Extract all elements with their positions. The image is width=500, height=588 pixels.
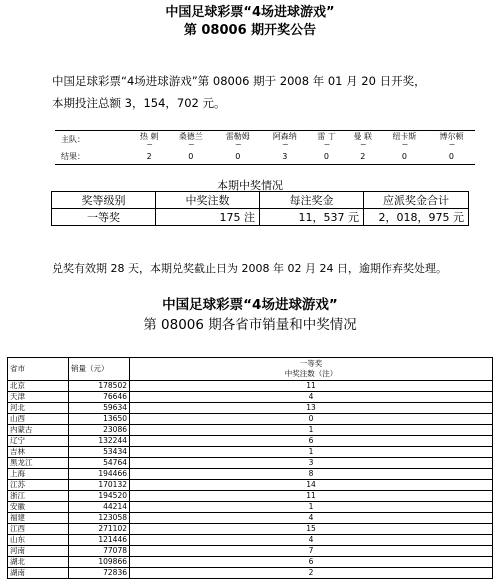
province-sales: 77078	[69, 546, 130, 557]
province-row	[8, 535, 493, 546]
team-name: 纽卡斯 ----	[381, 131, 428, 149]
prize-header-row	[52, 192, 469, 209]
team-name: 桑德兰 ----	[167, 131, 214, 149]
province-sales: 194466	[69, 469, 130, 480]
province-row	[8, 392, 493, 403]
province-name: 浙江	[8, 491, 69, 502]
province-row	[8, 557, 493, 568]
province-name: 上海	[8, 469, 69, 480]
teams-row	[55, 131, 475, 149]
province-sales: 44214	[69, 502, 130, 513]
province-name: 河北	[8, 403, 69, 414]
province-winners: 4	[130, 535, 493, 546]
redemption-note: 兑奖有效期 28 天，本期兑奖截止日为 2008 年 02 月 24 日，逾期作弃奖处理。	[52, 262, 447, 275]
result-value: 3	[261, 148, 308, 165]
result-value: 0	[308, 148, 344, 165]
province-winners: 11	[130, 491, 493, 502]
province-sales: 13650	[69, 414, 130, 425]
province-winners: 7	[130, 546, 493, 557]
prize-row	[52, 209, 469, 226]
province-winners: 8	[130, 469, 493, 480]
intro-line-1: 中国足球彩票“4场进球游戏”第 08006 期于 2008 年 01 月 20 日开奖，	[52, 74, 426, 88]
province-winners: 4	[130, 392, 493, 403]
province-name: 安徽	[8, 502, 69, 513]
result-value: 0	[167, 148, 214, 165]
province-name: 山东	[8, 535, 69, 546]
province-name: 山西	[8, 414, 69, 425]
province-header: 省市	[8, 358, 69, 381]
first-prize-header	[130, 358, 493, 381]
province-row	[8, 436, 493, 447]
province-winners: 6	[130, 436, 493, 447]
result-value: 2	[131, 148, 167, 165]
province-name: 江苏	[8, 480, 69, 491]
province-name: 河南	[8, 546, 69, 557]
province-winners: 15	[130, 524, 493, 535]
province-sales: 109866	[69, 557, 130, 568]
province-name: 北京	[8, 381, 69, 392]
first-prize-header-line2: 中奖注数（注）	[284, 369, 338, 378]
province-row	[8, 425, 493, 436]
province-sales-table	[7, 357, 493, 579]
prize-total: 2，018，975 元	[364, 209, 469, 226]
province-row	[8, 458, 493, 469]
province-row	[8, 403, 493, 414]
province-name: 黑龙江	[8, 458, 69, 469]
result-value: 0	[428, 148, 475, 165]
home-team-label: 主队：	[55, 131, 131, 149]
team-name: 雷勒姆 ----	[214, 131, 261, 149]
province-sales: 23086	[69, 425, 130, 436]
province-row	[8, 513, 493, 524]
province-row	[8, 447, 493, 458]
province-sales: 132244	[69, 436, 130, 447]
team-name: 曼 联 ----	[345, 131, 381, 149]
prize-per-bet: 11，537 元	[260, 209, 364, 226]
province-winners: 14	[130, 480, 493, 491]
province-name: 内蒙古	[8, 425, 69, 436]
province-name: 湖北	[8, 557, 69, 568]
announcement-subtitle: 第 08006 期开奖公告	[183, 23, 317, 38]
province-sales: 271102	[69, 524, 130, 535]
province-winners: 11	[130, 381, 493, 392]
province-name: 湖南	[8, 568, 69, 579]
province-row	[8, 502, 493, 513]
prize-count: 175 注	[156, 209, 260, 226]
prize-header-per-bet: 每注奖金	[260, 192, 364, 209]
sales-header: 销量（元）	[69, 358, 130, 381]
province-sales: 54764	[69, 458, 130, 469]
province-row	[8, 469, 493, 480]
result-value: 2	[345, 148, 381, 165]
province-winners: 1	[130, 425, 493, 436]
province-sales: 121446	[69, 535, 130, 546]
results-row	[55, 148, 475, 165]
prize-section-title: 本期中奖情况	[217, 179, 283, 192]
province-winners: 1	[130, 447, 493, 458]
province-row	[8, 568, 493, 579]
province-row	[8, 414, 493, 425]
province-winners: 0	[130, 414, 493, 425]
province-name: 福建	[8, 513, 69, 524]
province-name: 天津	[8, 392, 69, 403]
province-row	[8, 524, 493, 535]
team-name: 博尔顿 ----	[428, 131, 475, 149]
province-sales: 178502	[69, 381, 130, 392]
province-sales: 72836	[69, 568, 130, 579]
first-prize-header-line1: 一等奖	[299, 359, 323, 368]
province-sales: 59634	[69, 403, 130, 414]
province-row	[8, 480, 493, 491]
prize-header-level: 奖等级别	[52, 192, 156, 209]
result-value: 0	[381, 148, 428, 165]
province-section-subtitle: 第 08006 期各省市销量和中奖情况	[143, 317, 357, 333]
province-winners: 4	[130, 513, 493, 524]
province-name: 吉林	[8, 447, 69, 458]
result-value: 0	[214, 148, 261, 165]
province-winners: 1	[130, 502, 493, 513]
province-winners: 6	[130, 557, 493, 568]
province-sales: 194520	[69, 491, 130, 502]
intro-line-2: 本期投注总额 3，154，702 元。	[52, 96, 226, 110]
province-row	[8, 546, 493, 557]
province-name: 辽宁	[8, 436, 69, 447]
prize-level: 一等奖	[52, 209, 156, 226]
province-winners: 2	[130, 568, 493, 579]
province-row	[8, 491, 493, 502]
province-winners: 3	[130, 458, 493, 469]
province-header-row	[8, 358, 493, 381]
announcement-title: 中国足球彩票“4场进球游戏”	[165, 5, 335, 20]
province-row	[8, 381, 493, 392]
prize-table	[51, 191, 469, 226]
province-sales: 53434	[69, 447, 130, 458]
prize-header-count: 中奖注数	[156, 192, 260, 209]
province-name: 江西	[8, 524, 69, 535]
teams-results-table	[55, 130, 475, 165]
team-name: 热 刺 ----	[131, 131, 167, 149]
province-sales: 76646	[69, 392, 130, 403]
province-section-title: 中国足球彩票“4场进球游戏”	[162, 297, 338, 313]
province-sales: 123058	[69, 513, 130, 524]
prize-header-total: 应派奖金合计	[364, 192, 469, 209]
province-sales: 170132	[69, 480, 130, 491]
team-name: 阿森纳 ----	[261, 131, 308, 149]
team-name: 雷 丁 ----	[308, 131, 344, 149]
province-winners: 13	[130, 403, 493, 414]
result-label: 结果：	[55, 148, 131, 165]
